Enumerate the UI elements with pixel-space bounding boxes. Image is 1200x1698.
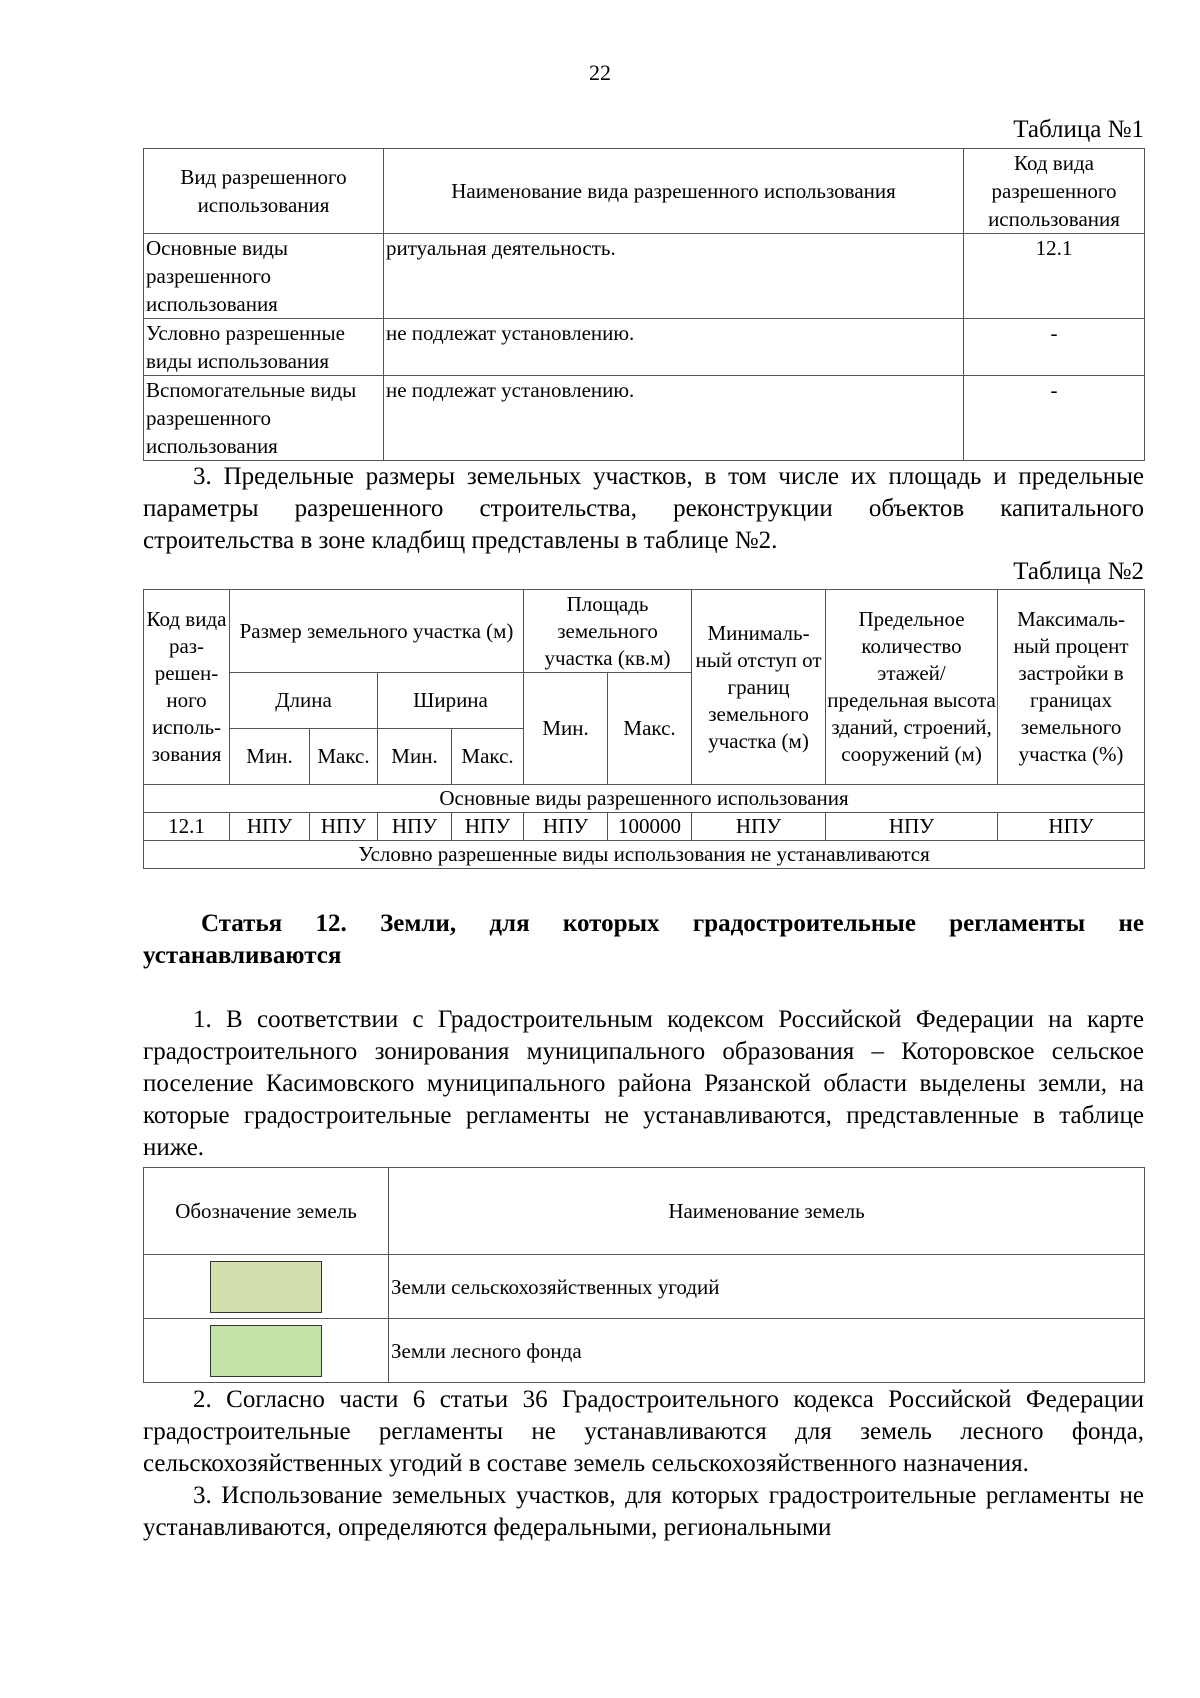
paragraph-article-2-text: 2. Согласно части 6 статьи 36 Градостроительного кодекса Российской Федерации градостроительные регламенты не устанавливаются для земель лесного фонда, сельскохозяйственных угодий в составе земель сельскохозяйственного назначения.	[143, 1386, 1144, 1477]
table1-caption: Таблица №1	[1013, 116, 1144, 143]
row-name: не подлежат установлению.	[384, 319, 964, 376]
cell-width-max: НПУ	[452, 813, 524, 841]
table-row	[144, 376, 1145, 461]
section-conditional: Условно разрешенные виды использования не устанавливаются	[144, 841, 1145, 869]
header-code: Код вида раз- решен- ного исполь- зования	[144, 590, 230, 785]
header-code: Код вида разрешенного использования	[964, 149, 1145, 234]
header-length-max: Макс.	[310, 729, 378, 785]
row-code: -	[964, 319, 1145, 376]
cell-area-max: 100000	[608, 813, 692, 841]
header-designation: Обозначение земель	[144, 1168, 389, 1255]
agricultural-land-swatch	[210, 1261, 322, 1313]
lands-table	[143, 1167, 1145, 1383]
table-row	[144, 234, 1145, 319]
paragraph-article-3-text: 3. Использование земельных участков, для которых градостроительные регламенты не устанавливаются, определяются федеральными, региональными	[143, 1482, 1144, 1541]
table2-caption: Таблица №2	[1013, 558, 1144, 585]
designation-cell	[144, 1255, 389, 1319]
permitted-use-table	[143, 148, 1145, 461]
cell-length-min: НПУ	[230, 813, 310, 841]
table-header-row	[144, 149, 1145, 234]
land-name: Земли лесного фонда	[389, 1319, 1145, 1383]
paragraph-article-2	[143, 1384, 1144, 1544]
cell-setback: НПУ	[692, 813, 826, 841]
table-row	[144, 1255, 1145, 1319]
header-floors: Предельное количество этажей/ предельная высота зданий, строений, сооружений (м)	[826, 590, 998, 785]
cell-area-min: НПУ	[524, 813, 608, 841]
header-width-min: Мин.	[378, 729, 452, 785]
header-name: Наименование вида разрешенного использования	[384, 149, 964, 234]
paragraph-3-text: 3. Предельные размеры земельных участков, в том числе их площадь и предельные параметры разрешенного строительства, реконструкции объектов капитального строительства в зоне кладбищ представлены в таблице №2.	[143, 463, 1144, 554]
header-area-min: Мин.	[524, 673, 608, 785]
table-header-row	[144, 590, 1145, 673]
paragraph-3	[143, 461, 1144, 557]
row-kind: Вспомогательные виды разрешенного использования	[144, 376, 384, 461]
row-name: не подлежат установлению.	[384, 376, 964, 461]
section-row	[144, 841, 1145, 869]
table-header-row	[144, 1168, 1145, 1255]
header-setback: Минималь- ный отступ от границ земельного участка (м)	[692, 590, 826, 785]
row-name: ритуальная деятельность.	[384, 234, 964, 319]
table-row	[144, 319, 1145, 376]
cell-floors: НПУ	[826, 813, 998, 841]
land-name: Земли сельскохозяйственных угодий	[389, 1255, 1145, 1319]
cell-code: 12.1	[144, 813, 230, 841]
header-area-max: Макс.	[608, 673, 692, 785]
header-width: Ширина	[378, 673, 524, 729]
table-row	[144, 1319, 1145, 1383]
cell-length-max: НПУ	[310, 813, 378, 841]
table-row	[144, 813, 1145, 841]
row-code: 12.1	[964, 234, 1145, 319]
paragraph-article-1-text: 1. В соответствии с Градостроительным кодексом Российской Федерации на карте градостроительного зонирования муниципального образования – Которовское сельское поселение Касимовского муниципального района Рязанской области выделены земли, на которые градостроительные регламенты не устанавливаются, представленные в таблице ниже.	[143, 1006, 1144, 1161]
row-kind: Основные виды разрешенного использования	[144, 234, 384, 319]
article-heading: Статья 12. Земли, для которых градостроительные регламенты не устанавливаются	[143, 910, 1144, 969]
paragraph-article-1	[143, 1004, 1144, 1164]
section-main: Основные виды разрешенного использования	[144, 785, 1145, 813]
page-number: 22	[589, 60, 611, 85]
header-plot-size: Размер земельного участка (м)	[230, 590, 524, 673]
cell-percent: НПУ	[998, 813, 1145, 841]
header-width-max: Макс.	[452, 729, 524, 785]
header-length: Длина	[230, 673, 378, 729]
header-kind: Вид разрешенного использования	[144, 149, 384, 234]
header-percent: Максималь- ный процент застройки в границах земельного участка (%)	[998, 590, 1145, 785]
header-length-min: Мин.	[230, 729, 310, 785]
header-land-name: Наименование земель	[389, 1168, 1145, 1255]
header-area: Площадь земельного участка (кв.м)	[524, 590, 692, 673]
plot-size-table	[143, 589, 1145, 869]
forest-land-swatch	[210, 1325, 322, 1377]
cell-width-min: НПУ	[378, 813, 452, 841]
row-kind: Условно разрешенные виды использования	[144, 319, 384, 376]
section-row	[144, 785, 1145, 813]
designation-cell	[144, 1319, 389, 1383]
row-code: -	[964, 376, 1145, 461]
